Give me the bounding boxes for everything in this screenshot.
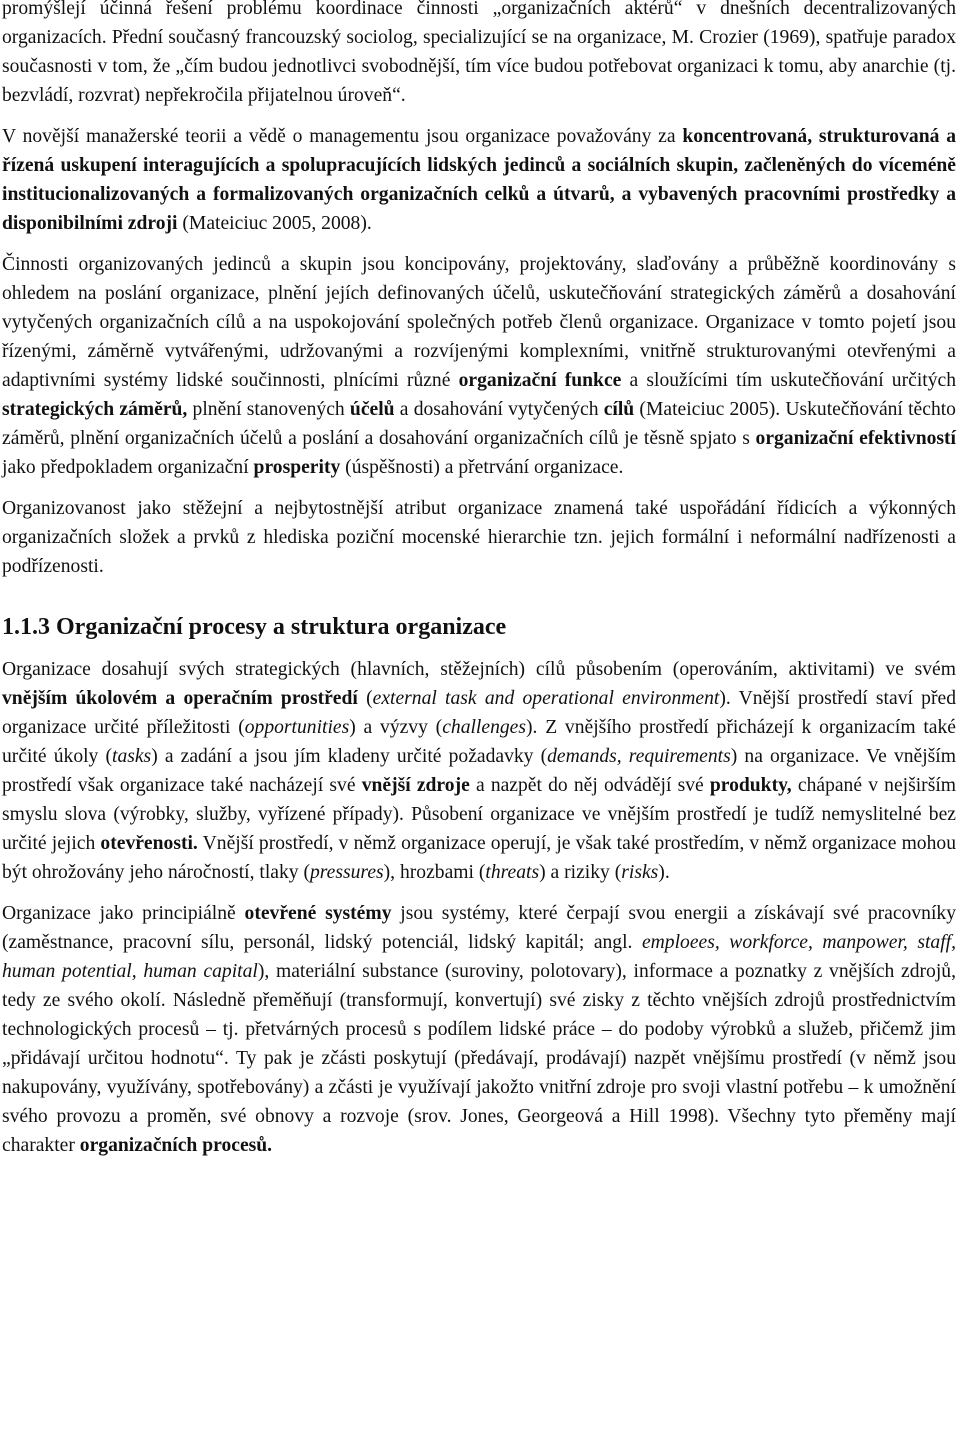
text-run-italic: tasks	[112, 746, 152, 767]
text-run-normal: Organizovanost jako stěžejní a nejbytostnější atribut organizace znamená také uspořádání řídicích a výkonných organizačních složek a prvků z hlediska poziční mocenské hierarchie tzn. jejich formální i neformální nadřízenosti a podřízenosti.	[2, 498, 956, 577]
paragraph-external-environment	[2, 655, 956, 887]
text-run-bold: vnější zdroje	[361, 775, 470, 796]
text-run-italic: demands, requirements	[547, 746, 731, 767]
section-heading: 1.1.3 Organizační procesy a struktura organizace	[2, 614, 507, 640]
text-run-italic: emploees, workforce, manpower, staff, human potential, human capital	[2, 932, 956, 982]
text-run-normal: a nazpět do něj odvádějí své	[469, 775, 710, 796]
text-run-normal: Organizace dosahují svých strategických (hlavních, stěžejních) cílů působením (operováním, aktivitami) ve svém	[2, 659, 956, 680]
paragraph-open-systems	[2, 899, 956, 1160]
text-run-normal: a sloužícími tím uskutečňování určitých	[621, 370, 957, 391]
text-run-bold: otevřenosti.	[100, 833, 198, 854]
text-run-normal: ) na organizace. Ve vnějším prostředí však organizace také nacházejí své	[2, 746, 956, 796]
text-run-italic: risks	[621, 862, 659, 883]
paragraph-organized-activities	[2, 250, 956, 482]
text-run-normal: ) a výzvy (	[349, 717, 443, 738]
text-run-normal: V novější manažerské teorii a vědě o managementu jsou organizace považovány za	[2, 126, 683, 147]
text-run-normal: (Mateiciuc 2005, 2008).	[177, 213, 372, 234]
text-run-normal: plnění stanovených	[187, 399, 350, 420]
text-run-bold: otevřené systémy	[244, 903, 392, 924]
text-run-normal: ). Vnější prostředí staví před organizace určité příležitosti (	[2, 688, 956, 738]
text-run-normal: Organizace jako principiálně	[2, 903, 245, 924]
paragraph-organizational-hierarchy	[2, 494, 956, 581]
text-run-italic: opportunities	[244, 717, 350, 738]
text-run-normal: ) a zadání a jsou jím kladeny určité požadavky (	[151, 746, 548, 767]
text-run-normal: (Mateiciuc 2005). Uskutečňování těchto záměrů, plnění organizačních účelů a poslání a dosahování organizačních cílů je těsně spjato s	[2, 399, 956, 449]
text-run-normal: promýšlejí účinná řešení problému koordinace činnosti „organizačních aktérů“ v dnešních decentralizovaných organizacích. Přední současný francouzský sociolog, specializující se na organizace, M. Crozier (1969), spatřuje paradox současnosti v tom, že „čím budou jednotlivci svobodnější, tím více budou potřebovat organizaci k tomu, aby anarchie (tj. bezvládí, rozvrat) nepřekročila přijatelnou úroveň“.	[2, 0, 956, 106]
text-run-bold: organizační efektivností	[755, 428, 956, 449]
text-run-normal: (úspěšnosti) a přetrvání organizace.	[340, 457, 624, 478]
text-run-normal: (	[357, 688, 373, 709]
text-run-bold: vnějším úkolovém a operačním prostředí	[2, 688, 358, 709]
text-run-bold: produkty,	[709, 775, 792, 796]
text-run-bold: organizační funkce	[458, 370, 622, 391]
text-run-normal: jako předpokladem organizační	[2, 457, 254, 478]
text-run-italic: pressures	[309, 862, 384, 883]
text-run-normal: jsou systémy, které čerpají svou energii a získávají své pracovníky (zaměstnance, pracovní sílu, personál, lidský potenciál, lidský kapitál; angl.	[2, 903, 956, 953]
text-run-normal: chápané v nejširším smyslu slova (výrobky, služby, vyřízené případy). Působení organizace ve vnějším prostředí je tudíž nemyslitelné bez určité jejich	[2, 775, 956, 854]
text-run-normal: Činnosti organizovaných jedinců a skupin jsou koncipovány, projektovány, slaďovány a průběžně koordinovány s ohledem na poslání organizace, plnění jejích definovaných účelů, uskutečňování strategických záměrů a dosahování vytyčených organizačních cílů a na uspokojování společných potřeb členů organizace. Organizace v tomto pojetí jsou řízenými, záměrně vytvářenými, udržovanými a rozvíjenými komplexními, vnitřně strukturovanými otevřenými a adaptivními systémy lidské součinnosti, plnícími různé	[2, 254, 956, 391]
text-run-normal: a dosahování vytyčených	[394, 399, 604, 420]
text-run-italic: threats	[485, 862, 540, 883]
text-run-normal: ). Z vnějšího prostředí přicházejí k organizacím také určité úkoly (	[2, 717, 956, 767]
text-run-normal: ), materiální substance (suroviny, polotovary), informace a poznatky z vnějších zdrojů, tedy ze svého okolí. Následně přeměňují (transformují, konvertují) své zisky z těchto vnějších zdrojů prostřednictvím technologických procesů – tj. přetvárných procesů s podílem lidské práce – do podoby výrobků a služeb, přičemž jim „přidávají určitou hodnotu“. Ty pak je zčásti poskytují (předávají, prodávají) nazpět vnějšímu prostředí (v němž jsou nakupovány, využívány, spotřebovány) a zčásti je využívají jakožto vnitřní zdroje pro svoji vlastní potřebu – k umožnění svého provozu a proměn, své obnovy a rozvoje (srov. Jones, Georgeová a Hill 1998). Všechny tyto přeměny mají charakter	[2, 961, 956, 1156]
text-run-normal: ), hrozbami (	[383, 862, 486, 883]
text-run-bold: koncentrovaná, strukturovaná a řízená uskupení interagujících a spolupracujících lidských jedinců a sociálních skupin, začleněných do víceméně institucionalizovaných a formalizovaných organizačních celků a útvarů, a vybavených pracovními prostředky a disponibilními zdroji	[2, 126, 956, 234]
text-run-normal: ) a riziky (	[539, 862, 622, 883]
text-run-normal: Vnější prostředí, v němž organizace operují, je však také prostředím, v němž organizace mohou být ohrožovány jeho náročností, tlaky (	[2, 833, 956, 883]
text-run-bold: strategických záměrů,	[2, 399, 188, 420]
paragraph-crozier	[2, 0, 956, 110]
paragraph-organization-definition	[2, 122, 956, 238]
text-run-bold: cílů	[603, 399, 635, 420]
text-run-italic: challenges	[442, 717, 526, 738]
text-run-bold: účelů	[349, 399, 395, 420]
text-run-normal: ).	[658, 862, 670, 883]
text-run-bold: prosperity	[253, 457, 341, 478]
text-run-bold: organizačních procesů.	[79, 1135, 273, 1156]
text-run-italic: external task and operational environment	[372, 688, 720, 709]
